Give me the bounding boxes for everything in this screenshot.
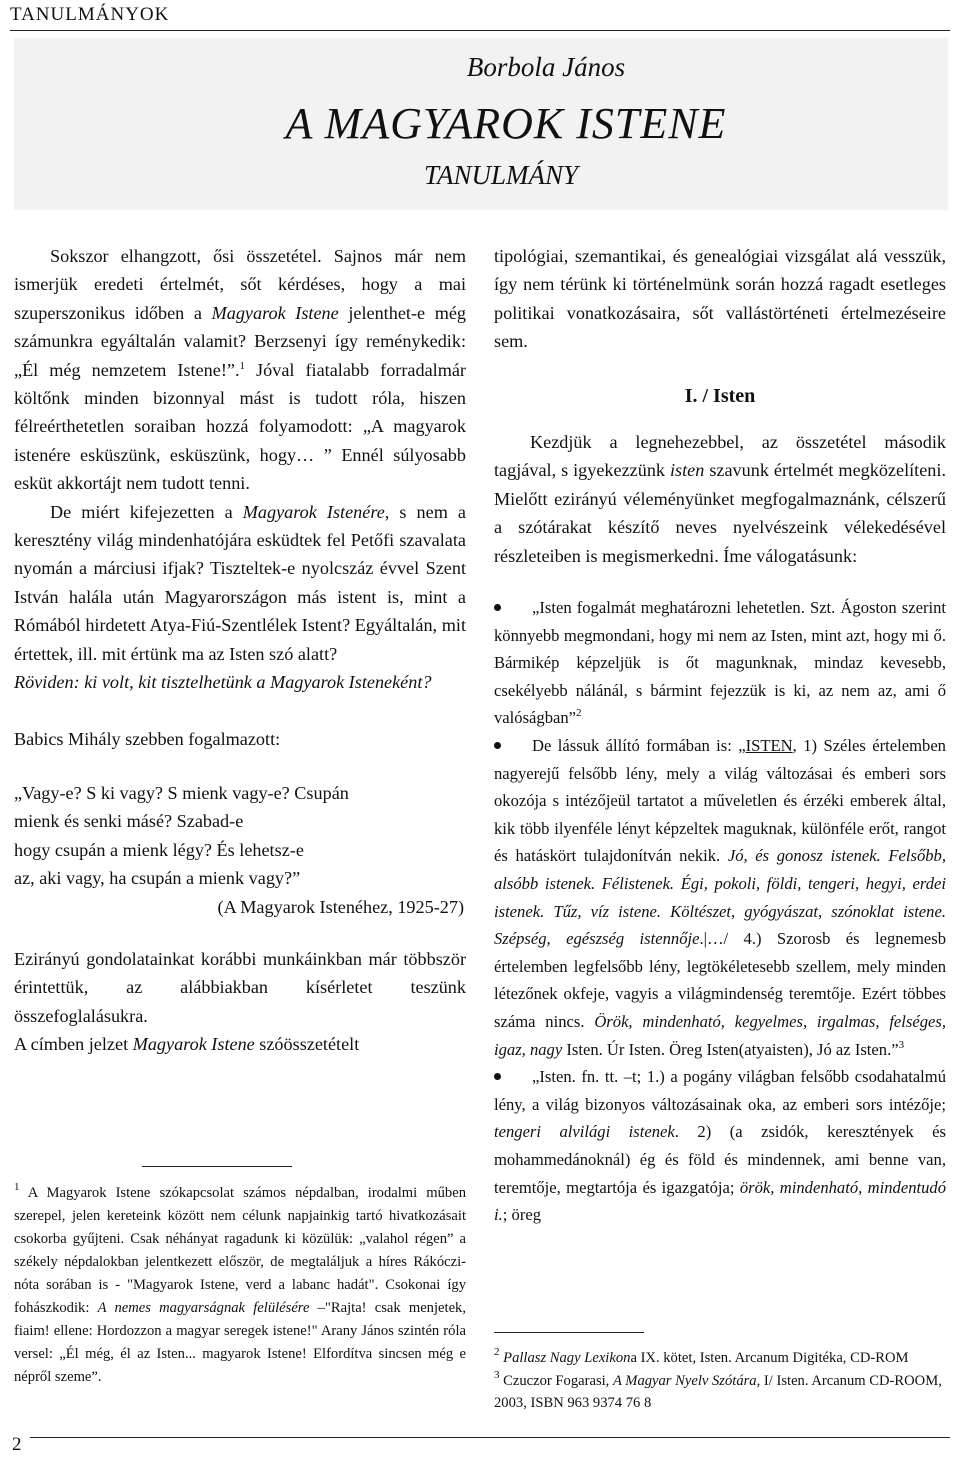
paragraph: Sokszor elhangzott, ősi összetétel. Sajnos már nem ismerjük eredeti értelmét, sőt kérdéses, hogy a mai szuperszonikus időben a Magyarok Istene jelenthet-e még számunkra egyáltalán valamit? Berzsenyi így reménykedik: „Él még nemzetem Istene!”.$^1$ Jóval fiatalabb forradalmár költőnk minden bizonnyal mást is tudott róla, hiszen félreérthetetlen soraiban hozzá folyamodott: „A magyarok istenére esküszünk, esküszünk, hogy… ” Ennél súlyosabb esküt akkortájt nem tudott tenni. — [14, 246, 467, 494]
footnote-2: $^2$ Pallasz Nagy Lexikona IX. kötet, Isten. Arcanum Digitéka, CD-ROM — [494, 1346, 909, 1366]
page-number: 2 — [12, 1434, 22, 1455]
list-item: „Isten. fn. tt. –t; 1.) a pogány világban felsőbb csodahatalmú lény, a világ bizonyos változásainak oka, az emberi sors intézője; tengeri alvilági istenek. 2) (a zsidók, keresztények és mohammedánoknál) ég és föld és mindennek, ami benne van, teremtője, megtartója és igazgatója; örök, mindenható, mindentudó i.; öreg — [494, 1067, 946, 1225]
bullet-icon — [494, 1073, 501, 1080]
footnote-divider — [494, 1332, 644, 1333]
section-heading: I. / Isten — [684, 384, 756, 407]
bullet-icon — [494, 604, 501, 611]
paragraph: Babics Mihály szebben fogalmazott: — [14, 728, 281, 749]
right-column — [494, 242, 946, 1229]
left-column — [14, 242, 466, 1059]
header-divider — [10, 30, 950, 31]
footnotes-right — [494, 1347, 946, 1415]
paragraph: Kezdjük a legnehezebbel, az összetétel második tagjával, s igyekezzünk isten szavunk értelmét megközelíteni. Mielőtt ezirányú véleményünket megfogalmaznánk, célszerű a szótárakat készítő neves nyelvészeink vélekedésével részleteiben is megismerkedni. Íme válogatásunk: — [494, 432, 946, 566]
title-box — [14, 38, 948, 210]
article-subtitle: TANULMÁNY — [423, 160, 579, 190]
footer-divider — [30, 1437, 950, 1438]
footnote-ref: 1 — [239, 359, 246, 372]
paragraph: Ezirányú gondolatainkat korábbi munkáinkban már többször érintettük, az alábbiakban kísérletet teszünk összefoglalásukra. — [14, 948, 466, 1026]
footnote-divider — [142, 1166, 292, 1167]
list-item: De lássuk állító formában is: „ISTEN, 1) Széles értelemben nagyerejű felsőbb lény, mely a világ változásai és emberi sors okozója s intézőjeül tartatot a műveletlen és érzéki emberek által, kik több ilyenféle lényt képzeltek maguknak, különféle erőt, rangot és hatáskört tulajdonítván nekik. Jó, és gonosz istenek. Felsőbb, alsóbb istenek. Félistenek. Égi, pokoli, földi, tengeri, hegyi, erdei istenek. Tűz, víz istene. Költészet, gyógyászat, szónoklat istene. Szépség, egészség istennője.|…/ 4.) Szorosb és legnemesb értelemben legfelsőbb lény, legtökéletesebb szellem, mely minden létezőnek okfeje, vagyis a világmindenség teremtője. Ezért többes száma nincs. Örök, mindenható, kegyelmes, irgalmas, felséges, igaz, nagy Isten. Úr Isten. Öreg Isten(atyaisten), Jó az Isten.”$^3$ — [494, 736, 946, 1059]
bullet-icon — [494, 742, 501, 749]
list-item: „Isten fogalmát meghatározni lehetetlen. Szt. Ágoston szerint könnyebb megmondani, hogy mi nem az Isten, mint azt, hogy mi ő. Bármikép képzeljük is őt magunknak, mindaz kevesebb, csekélyebb nálánál, s bármint fejezzük is ki, az nem az, ami ő valóságban”$^2$ — [494, 598, 946, 728]
article-title: A MAGYAROK ISTENE — [285, 99, 727, 148]
footnote-3: $^3$ Czuczor Fogarasi, A Magyar Nyelv Szótára, I/ Isten. Arcanum CD-ROOM, 2003, ISBN 963 9374 76 8 — [494, 1369, 942, 1411]
definition-list — [494, 594, 946, 1229]
paragraph: tipológiai, szemantikai, és genealógiai vizsgálat alá vesszük, így nem térünk ki történelmünk során hozzá ragadt esetleges politikai vonatkozásaira, sőt vallástörténeti értelmezéseire sem. — [494, 246, 946, 352]
author-name: Borbola János — [466, 52, 626, 82]
paragraph: A címben jelzet Magyarok Istene szóösszetételt — [14, 1034, 360, 1055]
paragraph: De miért kifejezetten a Magyarok Istenére, s nem a keresztény világ mindenhatójára esküdtek fel Petőfi szavalata nyomán a márciusi ifjak? Tiszteltek-e nyolcszáz évvel Szent István halála után Magyarországon más istent is, mint a Rómából hirdetett Atya-Fiú-Szentlélek Istent? Egyáltalán, mit értettek, ill. mit értünk ma az Isten szó alatt? — [14, 501, 467, 664]
footnote-ref: 3 — [898, 1038, 905, 1051]
section-label: TANULMÁNYOK — [10, 4, 170, 25]
poem-source: (A Magyarok Istenéhez, 1925-27) — [217, 896, 464, 917]
poem-quote: „Vagy-e? S ki vagy? S mienk vagy-e? Csupán mienk és senki másé? Szabad-e hogy csupán a mienk légy? És lehetsz-e az, aki vagy, ha csupán a mienk vagy?” (A Magyarok Istenéhez, 1925-27) — [14, 779, 466, 921]
key-question: Röviden: ki volt, kit tisztelhetünk a Magyarok Isteneként? — [14, 672, 432, 693]
footnote-ref: 2 — [576, 707, 582, 720]
footnote-1: $^1$ A Magyarok Istene szókapcsolat számos népdalban, irodalmi műben szerepel, jelen kereteink között nem célunk napjainkig tartó hivatkozásait csokorba gyűjteni. Csak néhányat ragadunk ki közülük: „valahol régen” a székely népdalokban jelentkezett először, de megtaláljuk a híres Rákóczi-nóta sorában is - "Magyarok Istene, verd a labanc hadát". Csokonai így fohászkodik: A nemes magyarságnak felülésére –"Rajta! csak menjetek, fiaim! ellene: Hordozzon a magyar seregek istene!" Arany János szintén róla versel: „Él még, él az Isten... magyarok Istene! Elfordítva sincsen még e népről szeme”. — [14, 1181, 466, 1385]
